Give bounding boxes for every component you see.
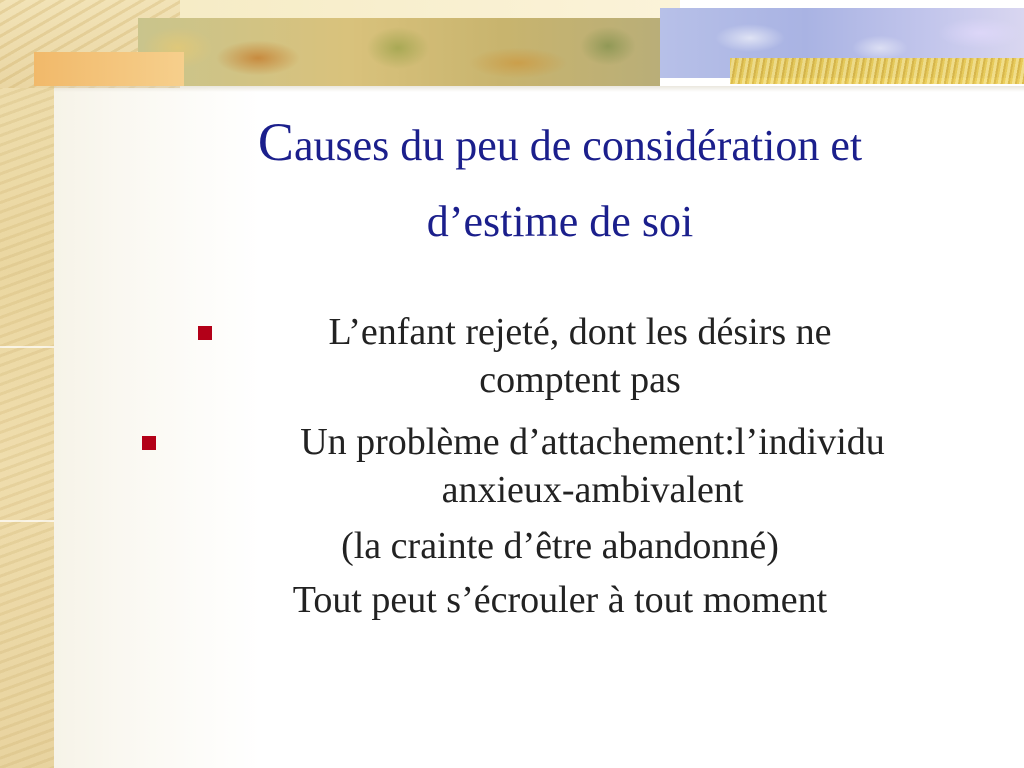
- title-initial: C: [257, 112, 294, 172]
- bullet-item: [110, 308, 1010, 404]
- bullet-text-line-1: L’enfant rejeté, dont les désirs ne: [328, 311, 832, 353]
- parchment-side-strip: [0, 0, 54, 768]
- banner-straw-image: [730, 58, 1024, 84]
- slide-title: [120, 104, 1000, 260]
- strip-seam: [0, 520, 54, 522]
- title-line-1: auses du peu de considération et: [293, 121, 863, 170]
- banner-orange-tile: [34, 52, 184, 86]
- bullet-text-line-2: comptent pas: [479, 359, 681, 401]
- strip-seam: [0, 346, 54, 348]
- banner-shadow: [54, 86, 1024, 92]
- banner-cream-tile: [180, 0, 680, 18]
- bullet-text-line-2: anxieux-ambivalent: [441, 469, 744, 511]
- square-bullet-icon: [198, 326, 212, 340]
- body-text-line: Tout peut s’écrouler à tout moment: [292, 579, 828, 621]
- bullet-item: [110, 418, 1010, 514]
- slide-body: [110, 308, 1010, 624]
- square-bullet-icon: [142, 436, 156, 450]
- bullet-text-line-1: Un problème d’attachement:l’individu: [300, 421, 885, 463]
- banner-leaves-image: [138, 18, 660, 86]
- title-line-2: d’estime de soi: [426, 197, 694, 246]
- body-text-line: (la crainte d’être abandonné): [341, 525, 779, 567]
